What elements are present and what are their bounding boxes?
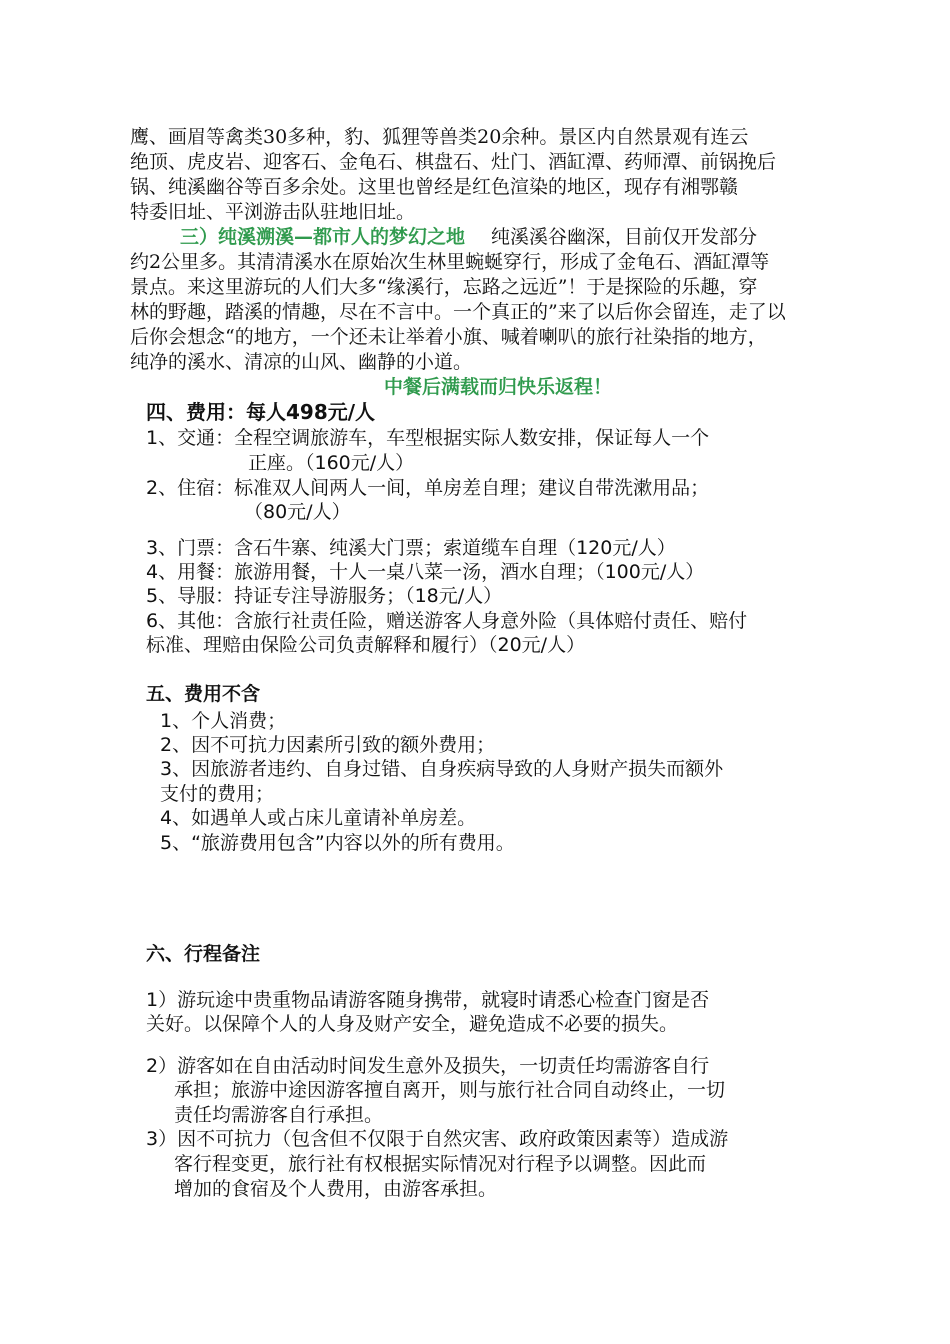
stream-line: 约2公里多。其清清溪水在原始次生林里蜿蜒穿行，形成了金龟石、酒缸潭等 xyxy=(130,251,770,273)
intro-line: 锅、纯溪幽谷等百多余处。这里也曾经是红色渲染的地区，现存有湘鄂赣 xyxy=(130,176,739,198)
note-item-cont: 关好。以保障个人的人身及财产安全，避免造成不必要的损失。 xyxy=(146,1013,679,1035)
fee-transport-cont: 正座。（160元/人） xyxy=(248,452,415,474)
note-item-cont: 客行程变更，旅行社有权根据实际情况对行程予以调整。因此而 xyxy=(174,1153,707,1175)
excluded-item: 3、因旅游者违约、自身过错、自身疾病导致的人身财产损失而额外 xyxy=(160,758,724,780)
excluded-item: 1、个人消费； xyxy=(160,710,287,732)
intro-line: 鹰、画眉等禽类30多种，豹、狐狸等兽类20余种。景区内自然景观有连云 xyxy=(130,126,749,148)
excluded-item-cont: 支付的费用； xyxy=(160,783,275,805)
stream-heading: 三）纯溪溯溪—都市人的梦幻之地 xyxy=(180,226,466,248)
note-item: 1）游玩途中贵重物品请游客随身携带，就寝时请悉心检查门窗是否 xyxy=(146,989,710,1011)
excluded-item: 2、因不可抗力因素所引致的额外费用； xyxy=(160,734,496,756)
fees-title: 四、费用：每人498元/人 xyxy=(146,400,376,424)
stream-line: 景点。来这里游玩的人们大多“缘溪行，忘路之远近”！于是探险的乐趣，穿 xyxy=(130,276,758,298)
fee-lodging: 2、住宿：标准双人间两人一间，单房差自理；建议自带洗漱用品； xyxy=(146,477,710,499)
note-item: 3）因不可抗力（包含但不仅限于自然灾害、政府政策因素等）造成游 xyxy=(146,1128,729,1150)
fee-other-cont: 标准、理赔由保险公司负责解释和履行）（20元/人） xyxy=(146,634,586,656)
stream-heading-row xyxy=(180,225,757,250)
excluded-title: 五、费用不含 xyxy=(146,683,261,705)
intro-line: 绝顶、虎皮岩、迎客石、金龟石、棋盘石、灶门、酒缸潭、药师潭、前锅挽后 xyxy=(130,151,777,173)
excluded-item: 4、如遇单人或占床儿童请补单房差。 xyxy=(160,807,477,829)
notes-title: 六、行程备注 xyxy=(146,943,261,965)
note-item-cont: 承担；旅游中途因游客擅自离开，则与旅行社合同自动终止，一切 xyxy=(174,1079,726,1101)
stream-text: 纯溪溪谷幽深，目前仅开发部分 xyxy=(491,226,758,248)
stream-line: 后你会想念“的地方，一个还未让举着小旗、喊着喇叭的旅行社染指的地方， xyxy=(130,326,767,348)
intro-line: 特委旧址、平浏游击队驻地旧址。 xyxy=(130,201,416,223)
stream-line: 林的野趣，踏溪的情趣，尽在不言中。一个真正的”来了以后你会留连，走了以 xyxy=(130,301,786,323)
fee-other: 6、其他：含旅行社责任险，赠送游客人身意外险（具体赔付责任、赔付 xyxy=(146,610,748,632)
fee-meals: 4、用餐：旅游用餐，十人一桌八菜一汤，酒水自理；（100元/人） xyxy=(146,561,705,583)
fee-transport: 1、交通：全程空调旅游车，车型根据实际人数安排，保证每人一个 xyxy=(146,427,710,449)
note-item-cont: 责任均需游客自行承担。 xyxy=(174,1104,384,1126)
fee-guide: 5、导服：持证专注导游服务；（18元/人） xyxy=(146,585,503,607)
fee-lodging-cont: （80元/人） xyxy=(244,501,351,523)
stream-line: 纯净的溪水、清凉的山风、幽静的小道。 xyxy=(130,351,473,373)
fee-tickets: 3、门票：含石牛寨、纯溪大门票；索道缆车自理（120元/人） xyxy=(146,537,676,559)
note-item-cont: 增加的食宿及个人费用，由游客承担。 xyxy=(174,1178,498,1200)
return-note: 中餐后满载而归快乐返程！ xyxy=(384,376,613,398)
note-item: 2）游客如在自由活动时间发生意外及损失，一切责任均需游客自行 xyxy=(146,1055,710,1077)
excluded-item: 5、“旅游费用包含”内容以外的所有费用。 xyxy=(160,832,515,854)
